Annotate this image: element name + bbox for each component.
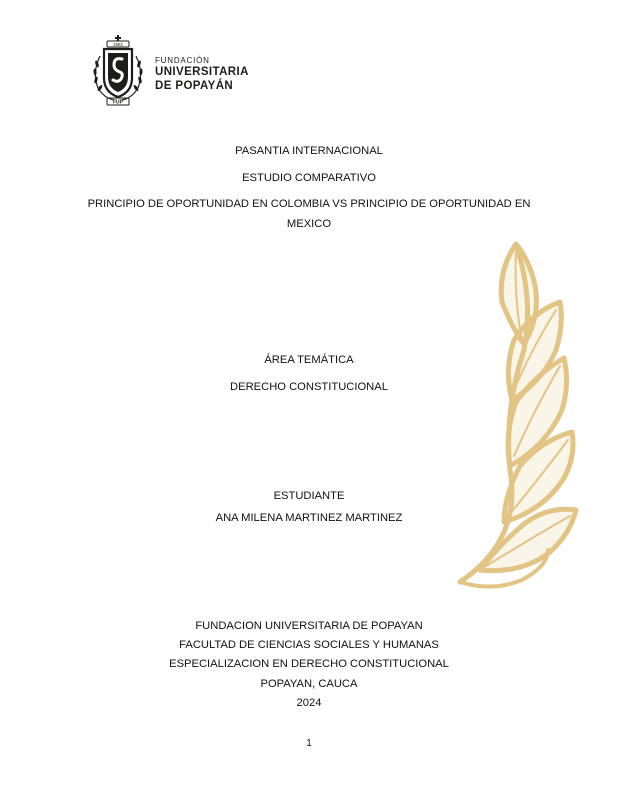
laurel-leaf-icon: [452, 240, 582, 592]
page-number: 1: [306, 738, 312, 749]
area-value: DERECHO CONSTITUCIONAL: [230, 381, 388, 393]
student-label: ESTUDIANTE: [273, 490, 345, 502]
footer-year: 2024: [296, 697, 322, 709]
institution-logo: [88, 34, 248, 110]
footer-institution: FUNDACION UNIVERSITARIA DE POPAYAN: [195, 620, 423, 632]
area-label: ÁREA TEMÁTICA: [264, 354, 354, 366]
shield-s-emblem-icon: [88, 34, 150, 110]
student-name: ANA MILENA MARTINEZ MARTINEZ: [215, 512, 403, 524]
logo-line-2: DE POPAYÁN: [155, 79, 234, 92]
footer-faculty: FACULTAD DE CIENCIAS SOCIALES Y HUMANAS: [179, 639, 439, 651]
logo-line-1: UNIVERSITARIA: [155, 66, 249, 78]
footer-program: ESPECIALIZACION EN DERECHO CONSTITUCIONAL: [169, 658, 449, 670]
logo-small-text: FUNDACIÓN: [155, 56, 210, 65]
footer-city: POPAYAN, CAUCA: [260, 678, 358, 690]
document-subtype: ESTUDIO COMPARATIVO: [242, 172, 376, 184]
svg-text:FUP: FUP: [113, 99, 123, 106]
institution-wordmark: [155, 57, 249, 92]
document-type: PASANTIA INTERNACIONAL: [235, 145, 383, 157]
svg-text:1982: 1982: [112, 42, 124, 47]
document-title: PRINCIPIO DE OPORTUNIDAD EN COLOMBIA VS PRINCIPIO DE OPORTUNIDAD EN MEXICO: [87, 198, 531, 230]
